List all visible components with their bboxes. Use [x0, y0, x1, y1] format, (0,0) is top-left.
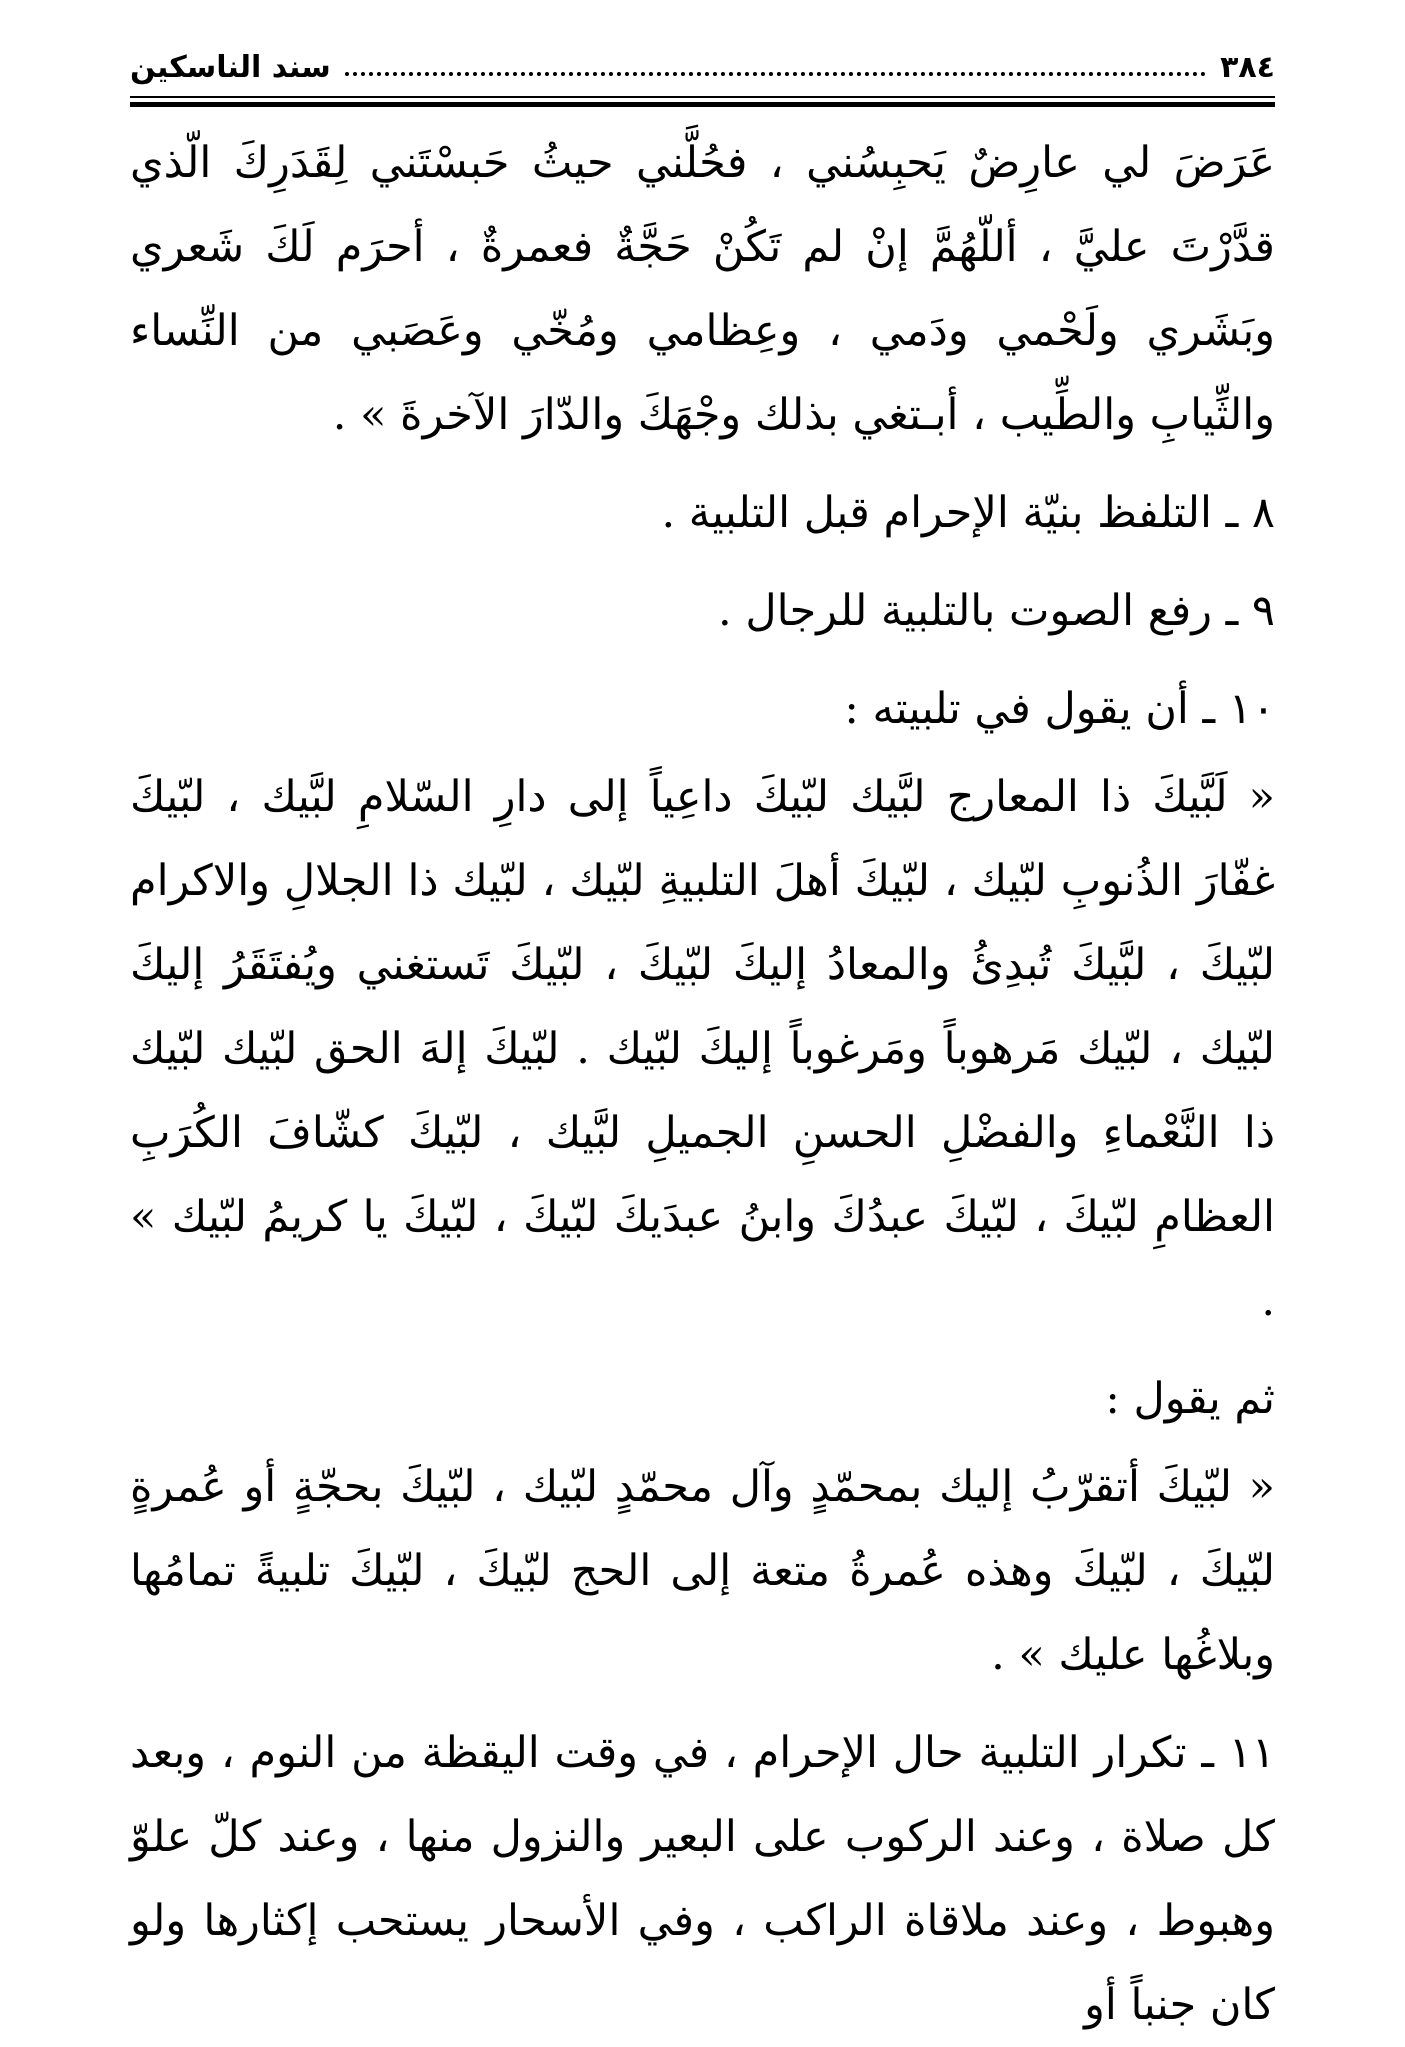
body-text	[130, 121, 1275, 2047]
page-header	[130, 38, 1275, 86]
header-dot-leader	[345, 72, 1206, 76]
page	[130, 38, 1275, 2047]
list-item-9: ٩ ـ رفع الصوت بالتلبية للرجال .	[718, 586, 1275, 636]
talbiyah-quote-2: « لبّيكَ أتقرّبُ إليك بمحمّدٍ وآل محمّدٍ لبّيك ، لبّيكَ بحجّةٍ أو عُمرةٍ لبّيكَ ، لبّيكَ وهذه عُمرةُ متعة إلى الحج لبّيكَ ، لبّيكَ تلبيةً تمامُها وبلاغُها عليك » .	[130, 1462, 1275, 1680]
running-title: سند الناسكين	[130, 50, 331, 85]
list-item-10: ١٠ ـ أن يقول في تلبيته :	[844, 684, 1275, 734]
page-number: ٣٨٤	[1220, 50, 1275, 85]
then-says-line: ثم يقول :	[1105, 1374, 1275, 1424]
header-rule-thick	[130, 102, 1275, 107]
list-item-11: ١١ ـ تكرار التلبية حال الإحرام ، في وقت اليقظة من النوم ، وبعد كل صلاة ، وعند الركوب على البعير والنزول منها ، وعند كلّ علوّ وهبوط ، وعند ملاقاة الراكب ، وفي الأسحار يستحب إكثارها ولو كان جنباً أو	[130, 1728, 1275, 2030]
talbiyah-quote-1: « لَبَّيكَ ذا المعارج لبَّيك لبّيكَ داعِياً إلى دارِ السّلامِ لبَّيك ، لبّيكَ غفّارَ الذُنوبِ لبّيك ، لبّيكَ أهلَ التلبيةِ لبّيك ، لبّيك ذا الجلالِ والاكرام لبّيكَ ، لبَّيكَ تُبدِئُ والمعادُ إليكَ لبّيكَ ، لبّيكَ تَستغني ويُفتَقَرُ إليكَ لبّيك ، لبّيك مَرهوباً ومَرغوباً إليكَ لبّيك . لبّيكَ إلهَ الحق لبّيك لبّيك ذا النَّعْماءِ والفضْلِ الحسنِ الجميلِ لبَّيك ، لبّيكَ كشّافَ الكُرَبِ العظامِ لبّيكَ ، لبّيكَ عبدُكَ وابنُ عبدَيكَ لبّيكَ ، لبّيكَ يا كريمُ لبّيك » .	[130, 772, 1275, 1326]
paragraph-continued-supplication: عَرَضَ لي عارِضٌ يَحبِسُني ، فحُلَّني حيثُ حَبسْتَني لِقَدَرِكَ الّذي قدَّرْتَ عليَّ ، أللّهُمَّ إنْ لم تَكُنْ حَجَّةٌ فعمرةٌ ، أحرَم لَكَ شَعري وبَشَري ولَحْمي ودَمي ، وعِظامي ومُخّي وعَصَبي من النِّساء والثِّيابِ والطِّيب ، أبـتغي بذلك وجْهَكَ والدّارَ الآخرةَ » .	[130, 138, 1275, 440]
header-rule-thin	[130, 96, 1275, 98]
list-item-8: ٨ ـ التلفظ بنيّة الإحرام قبل التلبية .	[661, 488, 1275, 538]
